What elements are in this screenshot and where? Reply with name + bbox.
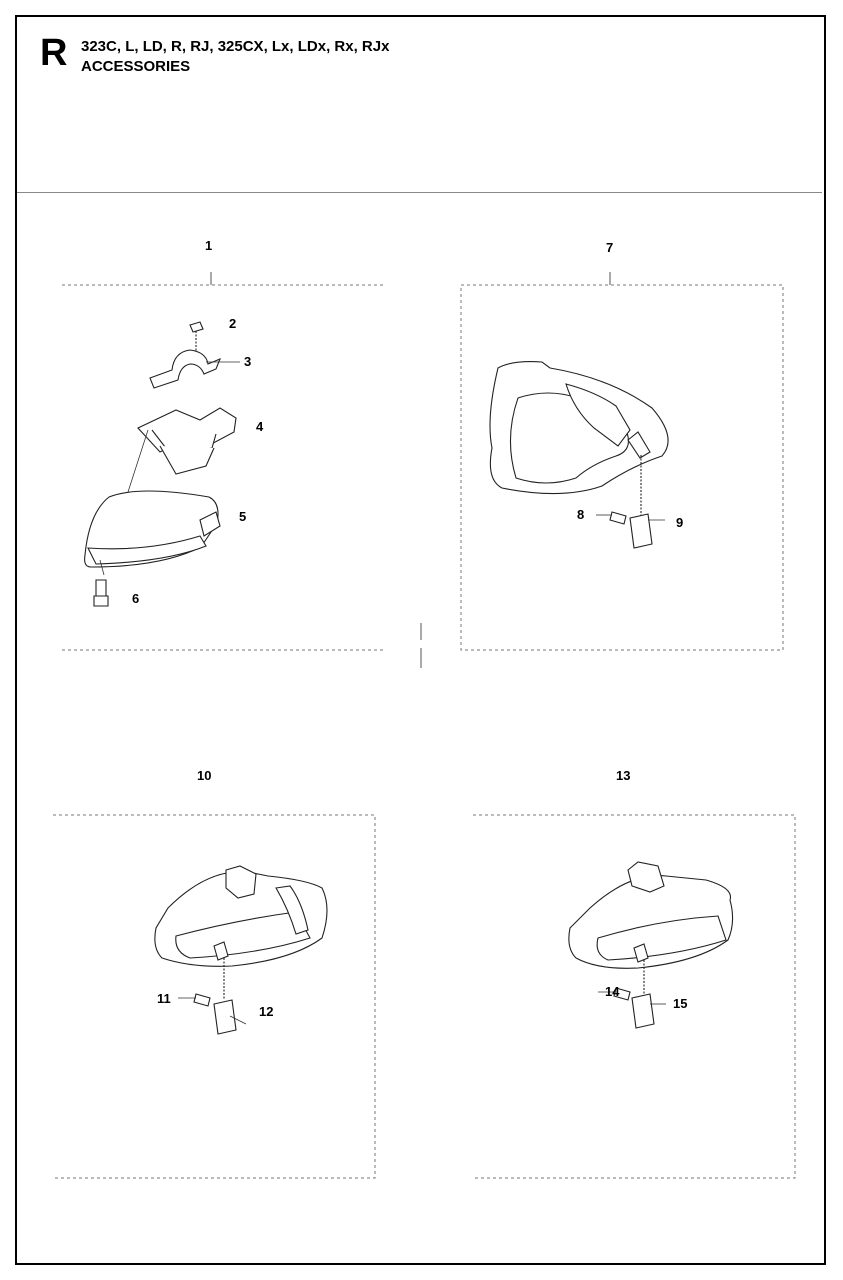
guard-assembly-1-drawing (85, 322, 240, 606)
section-letter: R (40, 32, 68, 74)
guard-assembly-10-drawing (155, 866, 327, 1034)
group-label-1: 1 (205, 238, 213, 253)
group-label-10: 10 (197, 768, 212, 783)
part-label-6: 6 (132, 591, 140, 606)
panel-1-border (62, 285, 385, 650)
part-label-2: 2 (229, 316, 237, 331)
part-label-4: 4 (256, 419, 264, 434)
model-list: 323C, L, LD, R, RJ, 325CX, Lx, LDx, Rx, RJx (81, 38, 390, 55)
category-title: ACCESSORIES (81, 58, 191, 75)
guard-assembly-13-drawing (569, 862, 733, 1028)
part-label-14: 14 (605, 984, 620, 999)
part-label-3: 3 (244, 354, 252, 369)
group-label-13: 13 (616, 768, 631, 783)
part-label-5: 5 (239, 509, 247, 524)
part-label-8: 8 (577, 507, 585, 522)
panel-10-border (53, 815, 375, 1178)
part-label-12: 12 (259, 1004, 274, 1019)
part-label-15: 15 (673, 996, 688, 1011)
group-label-7: 7 (606, 240, 614, 255)
part-label-11: 11 (157, 991, 171, 1006)
part-label-9: 9 (676, 515, 684, 530)
